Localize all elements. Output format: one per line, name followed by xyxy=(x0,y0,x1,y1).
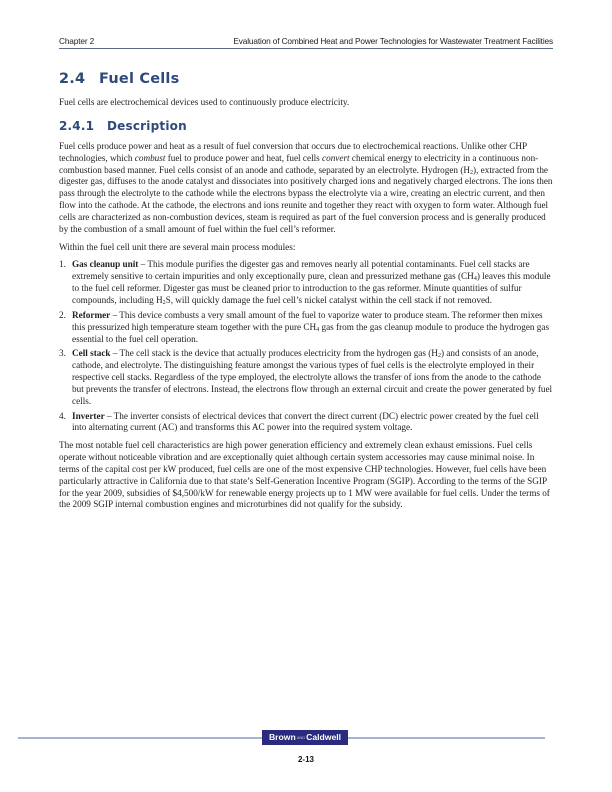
subsection-number: 2.4.1 xyxy=(59,118,95,133)
list-item-cell-stack: 3. Cell stack – The cell stack is the device that actually produces electricity from the hydrogen gas $(H_2)$ and consists of an anode, cathode, and electrolyte. The distinguishing feature amongst the various types of fuel cells is the electrolyte employed in their respective cell stacks. Regardless of the type employed, the electrolyte allows the transfer of ions from the anode to the cathode but prevents the transfer of electrons. Instead, the electrons flow through an external circuit and create the power generated by fuel cells. xyxy=(59,348,553,406)
list-item-gas-cleanup: 1. Gas cleanup unit – This module purifies the digester gas and removes nearly all potential contaminants. Fuel cell stacks are extremely sensitive to certain impurities and only exceptionally pure, clean and pressurized methane gas $(CH_4)$ leaves this module to the fuel cell reformer. Digester gas must be cleaned prior to introduction to the gas reformer. Minute quantities of sulfur compounds, including $H_2S$, will quickly damage the fuel cell’s nickel catalyst within the cell stack if not removed. xyxy=(59,259,551,306)
section-intro: Fuel cells are electrochemical devices used to continuously produce electricity. xyxy=(59,97,350,107)
subsection-title: Description xyxy=(107,118,187,133)
running-header xyxy=(59,36,553,49)
modules-intro: Within the fuel cell unit there are several main process modules: xyxy=(59,241,296,252)
section-heading xyxy=(59,70,553,88)
chapter-label: Chapter 2 xyxy=(59,36,95,46)
document-title: Evaluation of Combined Heat and Power Technologies for Wastewater Treatment Facilities xyxy=(233,36,553,46)
subsection-heading xyxy=(59,119,553,134)
description-paragraph: Fuel cells produce power and heat as a result of fuel conversion that occurs due to electrochemical reactions. Unlike other CHP technologies, which combust fuel to produce power and heat, fuel cells convert chemical energy to electricity in a continuous non-combustion based manner. Fuel cells consist of an anode and cathode, separated by an electrolyte. Hydrogen $(H_2)$, extracted from the digester gas, diffuses to the anode catalyst and dissociates into positively charged ions and negatively charged electrons. The ions then pass through the electrolyte to the cathode while the electrons bypass the electrolyte via a wire, creating an electric current, and then flow into the cathode. At the cathode, the electrons and ions reunite and together they react with oxygen to form water. Although fuel cells are characterized as non-combustion devices, steam is required as part of the fuel conversion process and is generally produced by the combustion of a small amount of fuel within the fuel cell’s reformer. xyxy=(59,140,553,234)
page-number: 2-13 xyxy=(297,755,314,764)
footer-rule-left xyxy=(18,737,262,739)
list-item-inverter: 4. Inverter – The inverter consists of electrical devices that convert the direct current (DC) electric power created by the fuel cell into alternating current (AC) and transforms this AC power into the required system voltage. xyxy=(59,410,539,433)
page-content xyxy=(59,70,553,517)
modules-list xyxy=(59,259,553,434)
section-number: 2.4 xyxy=(59,71,86,87)
section-title: Fuel Cells xyxy=(99,71,180,87)
footer-rule-right xyxy=(348,737,545,739)
list-item-reformer: 2. Reformer – This device combusts a very small amount of the fuel to vaporize water to produce steam. The reformer then mixes this pressurized high temperature steam together with the pure $CH_4$ gas from the gas cleanup module to produce the hydrogen gas essential to the fuel cell operation. xyxy=(59,309,550,344)
brown-and-caldwell-logo: BrownANDCaldwell xyxy=(262,730,348,745)
characteristics-paragraph: The most notable fuel cell characteristics are high power generation efficiency and extremely clean exhaust emissions. Fuel cells operate without noticeable vibration and are exceptionally quiet although certain system accessories may cause minimal noise. In terms of the capital cost per kW produced, fuel cells are one of the most expensive CHP technologies. However, fuel cells have been particularly attractive in California due to that state’s Self-Generation Incentive Program (SGIP). According to the terms of the SGIP for the year 2009, subsidies of $4,500/kW for renewable energy projects up to 1 MW were available for fuel cells. Under the terms of the 2009 SGIP internal combustion engines and microturbines did not qualify for the subsidy. xyxy=(59,440,550,510)
